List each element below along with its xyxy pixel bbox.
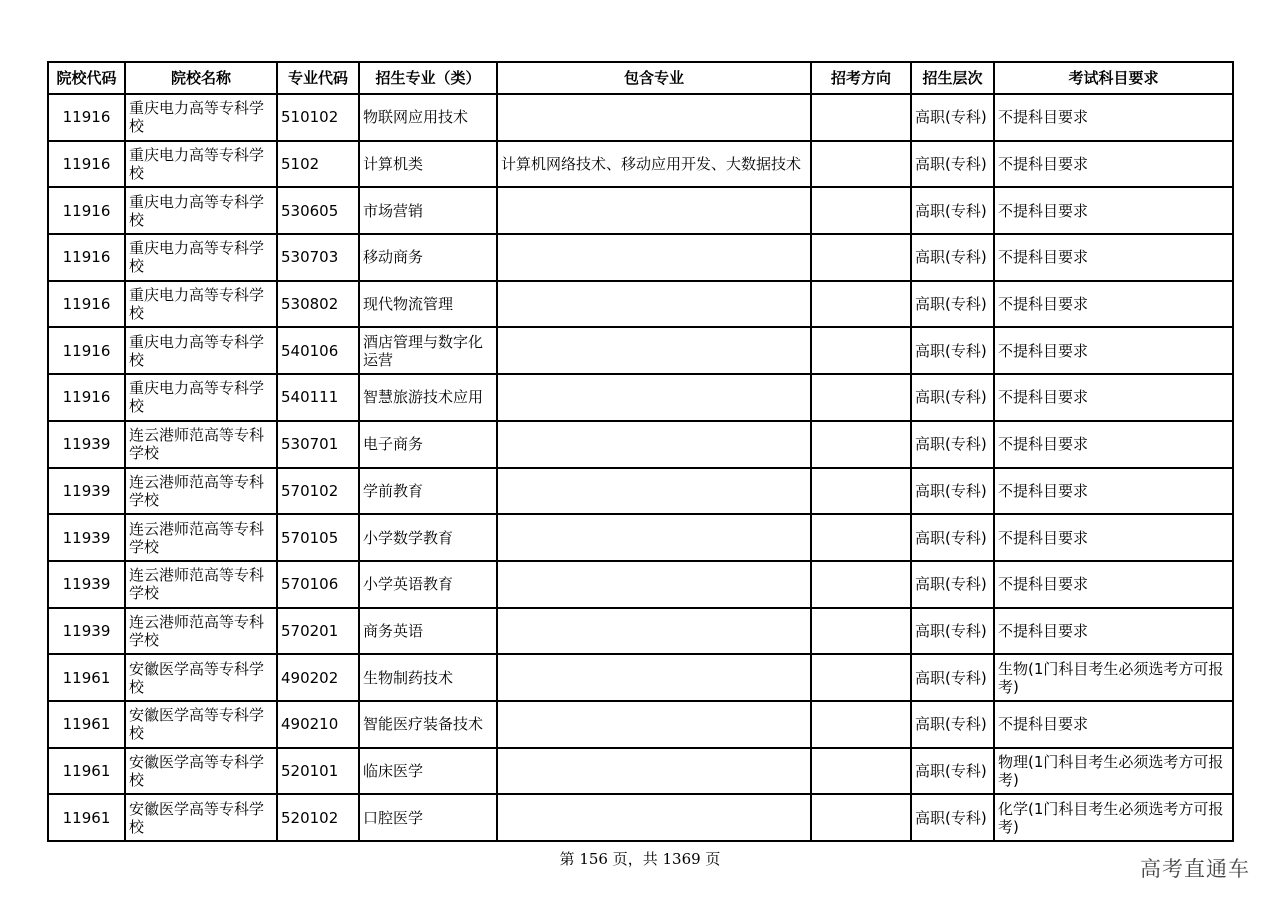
cell-school-name: 连云港师范高等专科学校	[125, 514, 277, 561]
cell-school-name: 重庆电力高等专科学校	[125, 281, 277, 328]
cell-school-code: 11939	[48, 468, 125, 515]
cell-level: 高职(专科)	[911, 187, 994, 234]
cell-direction	[811, 748, 911, 795]
cell-school-code: 11916	[48, 187, 125, 234]
cell-major-code: 520102	[277, 794, 359, 841]
cell-school-name: 安徽医学高等专科学校	[125, 654, 277, 701]
cell-included-majors: 计算机网络技术、移动应用开发、大数据技术	[497, 141, 811, 188]
cell-direction	[811, 94, 911, 141]
cell-major-code: 530703	[277, 234, 359, 281]
cell-major-code: 570106	[277, 561, 359, 608]
cell-school-code: 11916	[48, 234, 125, 281]
cell-level: 高职(专科)	[911, 608, 994, 655]
table-row	[48, 141, 1233, 188]
cell-major-code: 490202	[277, 654, 359, 701]
cell-level: 高职(专科)	[911, 561, 994, 608]
cell-direction	[811, 468, 911, 515]
table-row	[48, 468, 1233, 515]
cell-level: 高职(专科)	[911, 701, 994, 748]
cell-major-code: 520101	[277, 748, 359, 795]
cell-included-majors	[497, 794, 811, 841]
cell-level: 高职(专科)	[911, 748, 994, 795]
cell-subject-requirement: 不提科目要求	[994, 514, 1233, 561]
cell-direction	[811, 234, 911, 281]
cell-included-majors	[497, 421, 811, 468]
cell-subject-requirement: 不提科目要求	[994, 94, 1233, 141]
cell-included-majors	[497, 514, 811, 561]
cell-school-code: 11939	[48, 561, 125, 608]
cell-major-category: 智慧旅游技术应用	[359, 374, 497, 421]
cell-school-code: 11961	[48, 794, 125, 841]
cell-school-code: 11961	[48, 654, 125, 701]
header-school-code: 院校代码	[48, 62, 125, 94]
cell-school-code: 11961	[48, 701, 125, 748]
cell-major-category: 生物制药技术	[359, 654, 497, 701]
header-major-category: 招生专业（类）	[359, 62, 497, 94]
cell-major-category: 智能医疗装备技术	[359, 701, 497, 748]
table-row	[48, 281, 1233, 328]
cell-direction	[811, 654, 911, 701]
table-row	[48, 421, 1233, 468]
cell-major-category: 口腔医学	[359, 794, 497, 841]
cell-school-code: 11916	[48, 94, 125, 141]
cell-direction	[811, 514, 911, 561]
cell-major-category: 计算机类	[359, 141, 497, 188]
table-row	[48, 327, 1233, 374]
table-row	[48, 187, 1233, 234]
cell-level: 高职(专科)	[911, 654, 994, 701]
cell-subject-requirement: 不提科目要求	[994, 281, 1233, 328]
cell-subject-requirement: 化学(1门科目考生必须选考方可报考)	[994, 794, 1233, 841]
cell-major-category: 临床医学	[359, 748, 497, 795]
cell-major-code: 530802	[277, 281, 359, 328]
cell-major-code: 570105	[277, 514, 359, 561]
cell-subject-requirement: 不提科目要求	[994, 141, 1233, 188]
cell-major-code: 540111	[277, 374, 359, 421]
cell-major-category: 小学数学教育	[359, 514, 497, 561]
cell-subject-requirement: 物理(1门科目考生必须选考方可报考)	[994, 748, 1233, 795]
cell-school-name: 连云港师范高等专科学校	[125, 421, 277, 468]
cell-direction	[811, 794, 911, 841]
cell-major-category: 电子商务	[359, 421, 497, 468]
cell-school-name: 重庆电力高等专科学校	[125, 141, 277, 188]
cell-included-majors	[497, 701, 811, 748]
cell-subject-requirement: 不提科目要求	[994, 421, 1233, 468]
cell-subject-requirement: 不提科目要求	[994, 374, 1233, 421]
header-included-majors: 包含专业	[497, 62, 811, 94]
cell-school-code: 11961	[48, 748, 125, 795]
page-number: 第 156 页，共 1369 页	[559, 850, 721, 868]
table-row	[48, 748, 1233, 795]
cell-major-code: 530605	[277, 187, 359, 234]
cell-major-category: 小学英语教育	[359, 561, 497, 608]
cell-level: 高职(专科)	[911, 794, 994, 841]
cell-included-majors	[497, 327, 811, 374]
cell-major-category: 商务英语	[359, 608, 497, 655]
cell-major-code: 490210	[277, 701, 359, 748]
cell-included-majors	[497, 187, 811, 234]
cell-included-majors	[497, 561, 811, 608]
header-level: 招生层次	[911, 62, 994, 94]
table-row	[48, 514, 1233, 561]
cell-school-code: 11939	[48, 608, 125, 655]
cell-school-name: 连云港师范高等专科学校	[125, 561, 277, 608]
cell-included-majors	[497, 374, 811, 421]
table-row	[48, 561, 1233, 608]
cell-direction	[811, 561, 911, 608]
cell-school-name: 安徽医学高等专科学校	[125, 701, 277, 748]
watermark-text: 高考直通车	[1140, 857, 1250, 881]
cell-major-code: 570201	[277, 608, 359, 655]
cell-level: 高职(专科)	[911, 234, 994, 281]
table-row	[48, 234, 1233, 281]
cell-major-code: 510102	[277, 94, 359, 141]
cell-level: 高职(专科)	[911, 374, 994, 421]
cell-subject-requirement: 不提科目要求	[994, 561, 1233, 608]
cell-school-name: 连云港师范高等专科学校	[125, 468, 277, 515]
cell-included-majors	[497, 608, 811, 655]
table-row	[48, 94, 1233, 141]
cell-direction	[811, 421, 911, 468]
cell-school-code: 11916	[48, 327, 125, 374]
cell-major-category: 市场营销	[359, 187, 497, 234]
cell-school-name: 重庆电力高等专科学校	[125, 187, 277, 234]
cell-major-code: 5102	[277, 141, 359, 188]
cell-direction	[811, 281, 911, 328]
cell-level: 高职(专科)	[911, 94, 994, 141]
cell-school-name: 安徽医学高等专科学校	[125, 794, 277, 841]
cell-subject-requirement: 不提科目要求	[994, 187, 1233, 234]
cell-major-code: 570102	[277, 468, 359, 515]
cell-subject-requirement: 不提科目要求	[994, 608, 1233, 655]
cell-direction	[811, 141, 911, 188]
cell-subject-requirement: 生物(1门科目考生必须选考方可报考)	[994, 654, 1233, 701]
cell-major-category: 物联网应用技术	[359, 94, 497, 141]
cell-direction	[811, 327, 911, 374]
cell-included-majors	[497, 234, 811, 281]
cell-major-code: 530701	[277, 421, 359, 468]
cell-direction	[811, 187, 911, 234]
cell-major-category: 学前教育	[359, 468, 497, 515]
cell-major-code: 540106	[277, 327, 359, 374]
cell-subject-requirement: 不提科目要求	[994, 327, 1233, 374]
cell-school-code: 11916	[48, 141, 125, 188]
cell-level: 高职(专科)	[911, 141, 994, 188]
header-school-name: 院校名称	[125, 62, 277, 94]
cell-included-majors	[497, 468, 811, 515]
cell-level: 高职(专科)	[911, 468, 994, 515]
table-row	[48, 608, 1233, 655]
cell-direction	[811, 701, 911, 748]
cell-school-name: 重庆电力高等专科学校	[125, 94, 277, 141]
cell-major-category: 酒店管理与数字化运营	[359, 327, 497, 374]
cell-school-name: 重庆电力高等专科学校	[125, 327, 277, 374]
cell-included-majors	[497, 94, 811, 141]
cell-school-code: 11939	[48, 514, 125, 561]
cell-school-code: 11916	[48, 281, 125, 328]
cell-major-category: 现代物流管理	[359, 281, 497, 328]
cell-included-majors	[497, 281, 811, 328]
table-row	[48, 654, 1233, 701]
table-header-row	[48, 62, 1233, 94]
table-row	[48, 374, 1233, 421]
cell-school-name: 重庆电力高等专科学校	[125, 234, 277, 281]
cell-subject-requirement: 不提科目要求	[994, 468, 1233, 515]
table-body	[48, 94, 1233, 841]
header-subject-requirement: 考试科目要求	[994, 62, 1233, 94]
cell-level: 高职(专科)	[911, 514, 994, 561]
cell-level: 高职(专科)	[911, 281, 994, 328]
admissions-table	[47, 61, 1234, 842]
cell-direction	[811, 608, 911, 655]
cell-subject-requirement: 不提科目要求	[994, 234, 1233, 281]
cell-subject-requirement: 不提科目要求	[994, 701, 1233, 748]
cell-school-code: 11939	[48, 421, 125, 468]
table-row	[48, 794, 1233, 841]
header-direction: 招考方向	[811, 62, 911, 94]
header-major-code: 专业代码	[277, 62, 359, 94]
cell-school-name: 连云港师范高等专科学校	[125, 608, 277, 655]
cell-major-category: 移动商务	[359, 234, 497, 281]
cell-school-name: 安徽医学高等专科学校	[125, 748, 277, 795]
cell-level: 高职(专科)	[911, 327, 994, 374]
cell-included-majors	[497, 748, 811, 795]
cell-school-code: 11916	[48, 374, 125, 421]
cell-included-majors	[497, 654, 811, 701]
cell-school-name: 重庆电力高等专科学校	[125, 374, 277, 421]
cell-level: 高职(专科)	[911, 421, 994, 468]
table-row	[48, 701, 1233, 748]
cell-direction	[811, 374, 911, 421]
